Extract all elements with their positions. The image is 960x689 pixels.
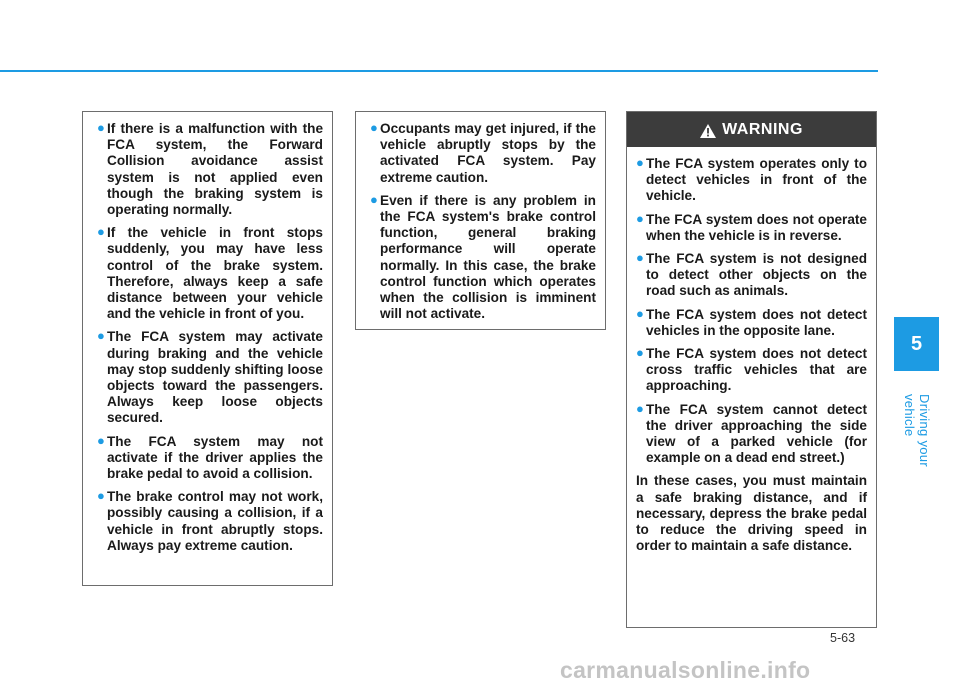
- bullet-icon: ●: [97, 224, 105, 240]
- chapter-number: 5: [910, 332, 923, 355]
- warning-header: [627, 112, 876, 147]
- list-item: ● The FCA system cannot detect the driver approaching the side view of a parked vehicle (for example on a dead end street.): [636, 400, 867, 466]
- caution-box-middle: [355, 111, 606, 330]
- warning-box: [626, 111, 877, 628]
- list-item: ● The FCA system does not operate when the vehicle is in reverse.: [636, 210, 867, 243]
- bullet-icon: ●: [636, 345, 644, 361]
- bullet-list: [97, 121, 323, 554]
- watermark-text: carmanualsonline.info: [560, 657, 811, 683]
- list-item: ● Even if there is any problem in the FCA system's brake control function, general braking performance will operate normally. In this case, the brake control function which operates when the collision is imminent will not activate.: [370, 191, 596, 322]
- chapter-number-tab[interactable]: [894, 317, 939, 371]
- bullet-icon: ●: [636, 400, 644, 416]
- bullet-icon: ●: [97, 120, 105, 135]
- chapter-title: Driving your vehicle: [902, 394, 932, 467]
- bullet-icon: ●: [636, 210, 644, 226]
- list-item: ● Occupants may get injured, if the vehicle abruptly stops by the activated FCA system. Pay extreme caution.: [370, 120, 596, 185]
- list-item: ● The FCA system may activate during braking and the vehicle may stop suddenly shifting loose objects toward the passengers. Always keep loose objects secured.: [97, 328, 323, 426]
- warning-body: [627, 147, 876, 554]
- page-number: 5-63: [830, 631, 856, 645]
- bullet-icon: ●: [636, 250, 644, 266]
- list-item: ● The brake control may not work, possibly causing a collision, if a vehicle in front abruptly stops. Always pay extreme caution.: [97, 488, 323, 553]
- bullet-icon: ●: [370, 120, 378, 135]
- list-item: ● The FCA system operates only to detect vehicles in front of the vehicle.: [636, 155, 867, 204]
- list-item: ● The FCA system does not detect cross traffic vehicles that are approaching.: [636, 345, 867, 394]
- warning-triangle-icon: [700, 124, 716, 138]
- bullet-icon: ●: [370, 191, 378, 207]
- warning-closing-text: In these cases, you must maintain a safe braking distance, and if necessary, depress the brake pedal to reduce the driving speed in order to maintain a safe distance.: [636, 473, 867, 554]
- list-item: ● If there is a malfunction with the FCA system, the Forward Collision avoidance assist system is not applied even though the braking system is operating normally.: [97, 120, 323, 218]
- caution-box-left: [82, 111, 333, 586]
- bullet-icon: ●: [97, 488, 105, 504]
- bullet-icon: ●: [97, 432, 105, 448]
- list-item: ● If the vehicle in front stops suddenly, you may have less control of the brake system. Therefore, always keep a safe distance between your vehicle and the vehicle in front of you.: [97, 224, 323, 322]
- header-rule: [0, 70, 878, 72]
- list-item: ● The FCA system may not activate if the driver applies the brake pedal to avoid a collision.: [97, 432, 323, 482]
- bullet-icon: ●: [636, 305, 644, 321]
- bullet-icon: ●: [97, 328, 105, 344]
- bullet-list: [636, 156, 867, 466]
- list-item: ● The FCA system does not detect vehicles in the opposite lane.: [636, 305, 867, 338]
- warning-title: WARNING: [722, 120, 803, 138]
- bullet-list: [370, 121, 596, 322]
- bullet-icon: ●: [636, 155, 644, 170]
- list-item: ● The FCA system is not designed to detect other objects on the road such as animals.: [636, 250, 867, 299]
